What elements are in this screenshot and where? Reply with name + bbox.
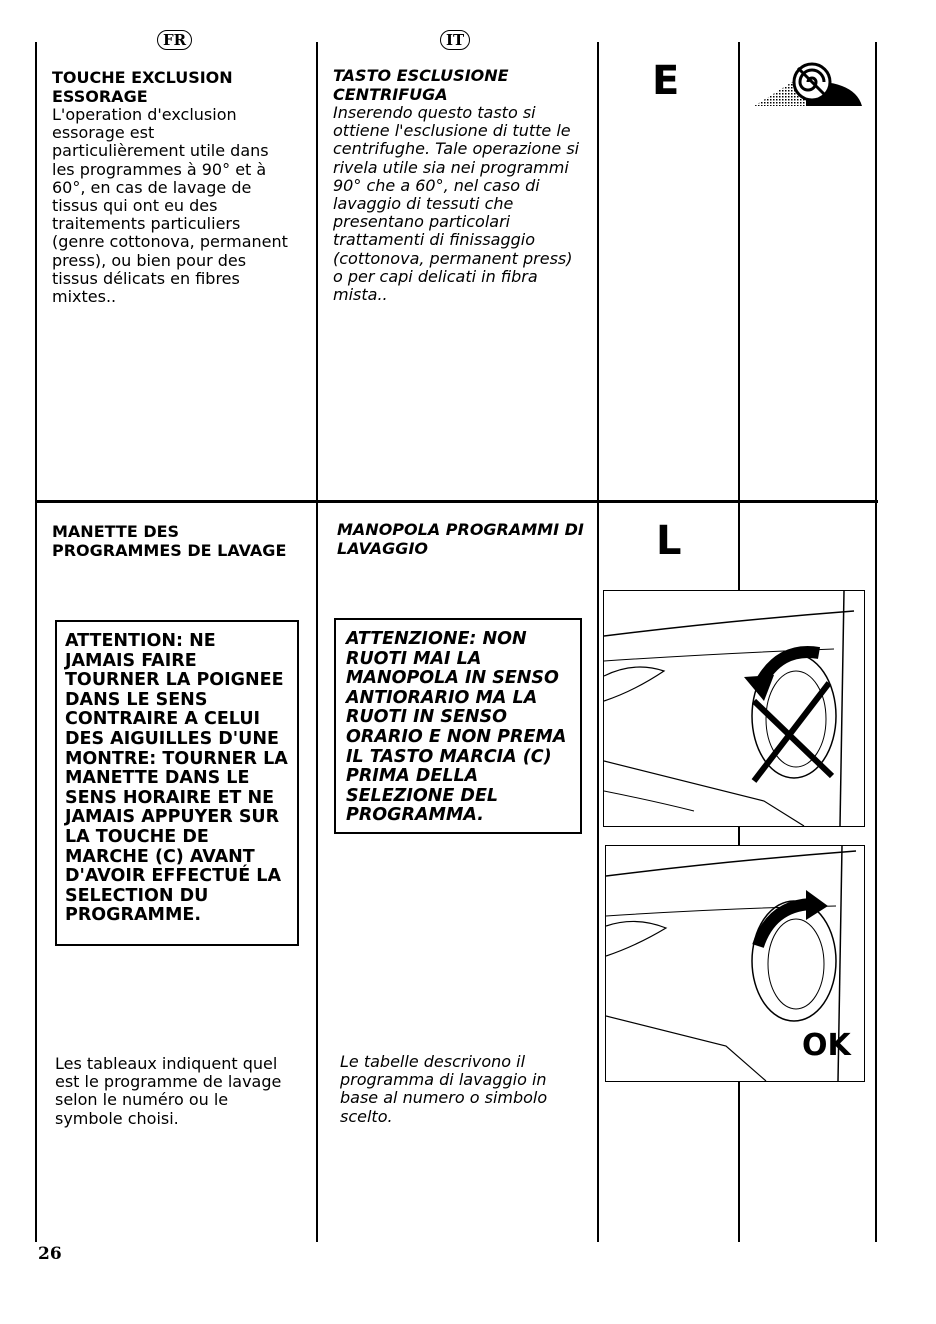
fr-section2-text: Les tableaux indiquent quel est le programme de lavage selon le numéro ou le symbole choisi. bbox=[55, 1054, 282, 1128]
knob-clockwise-ok-illustration bbox=[605, 845, 865, 1082]
column-rule-right bbox=[875, 42, 877, 1242]
fr-section1 bbox=[52, 68, 288, 306]
fr-language-badge: FR bbox=[157, 30, 192, 50]
section1-letter: E bbox=[652, 58, 680, 104]
spin-exclusion-icon bbox=[752, 60, 864, 110]
fr-section1-title: TOUCHE EXCLUSION ESSORAGE bbox=[52, 68, 233, 106]
it-warning-box bbox=[334, 618, 582, 834]
knob-counterclockwise-wrong-illustration bbox=[603, 590, 865, 827]
section-divider bbox=[35, 500, 878, 503]
it-section1 bbox=[333, 66, 585, 304]
section2-letter: L bbox=[656, 518, 682, 564]
it-section2-title: MANOPOLA PROGRAMMI DI LAVAGGIO bbox=[337, 520, 584, 558]
ok-label: OK bbox=[802, 1028, 851, 1063]
it-section1-title: TASTO ESCLUSIONE CENTRIFUGA bbox=[333, 66, 509, 104]
fr-section2 bbox=[52, 522, 302, 560]
it-language-badge: IT bbox=[440, 30, 470, 50]
column-rule-fr-it bbox=[316, 42, 318, 1242]
it-section1-text: Inserendo questo tasto si ottiene l'esclusione di tutte le centrifughe. Tale operazione si rivela utile sia nei programmi 90° che a 60°, nel caso di lavaggio di tessuti che presentano particolari trattamenti di finissaggio (cottonova, permanent press) o per capi delicati in fibra mista.. bbox=[333, 103, 580, 305]
fr-warning-box bbox=[55, 620, 299, 946]
fr-section2-title: MANETTE DES PROGRAMMES DE LAVAGE bbox=[52, 522, 287, 560]
it-section2 bbox=[337, 520, 587, 558]
fr-warning-text: ATTENTION: NE JAMAIS FAIRE TOURNER LA POIGNEE DANS LE SENS CONTRAIRE A CELUI DES AIGUILLES D'UNE MONTRE: TOURNER LA MANETTE DANS LE SENS HORAIRE ET NE JAMAIS APPUYER SUR LA TOUCHE DE MARCHE (C) AVANT D'AVOIR EFFECTUÉ LA SELECTION DU PROGRAMME. bbox=[65, 631, 288, 926]
fr-section1-text: L'operation d'exclusion essorage est particulièrement utile dans les programmes à 90° et à 60°, en cas de lavage de tissus qui ont eu des traitements particuliers (genre cottonova, permanent press), ou bien pour des tissus délicats en fibres mixtes.. bbox=[52, 105, 288, 307]
it-warning-text: ATTENZIONE: NON RUOTI MAI LA MANOPOLA IN SENSO ANTIORARIO MA LA RUOTI IN SENSO ORARIO E NON PREMA IL TASTO MARCIA (C) PRIMA DELLA SELEZIONE DEL PROGRAMMA. bbox=[346, 629, 567, 826]
page-number: 26 bbox=[38, 1244, 62, 1264]
it-section2-text: Le tabelle descrivono il programma di lavaggio in base al numero o simbolo scelto. bbox=[340, 1052, 548, 1126]
column-rule-it-letter bbox=[597, 42, 599, 1242]
column-rule-left bbox=[35, 42, 37, 1242]
